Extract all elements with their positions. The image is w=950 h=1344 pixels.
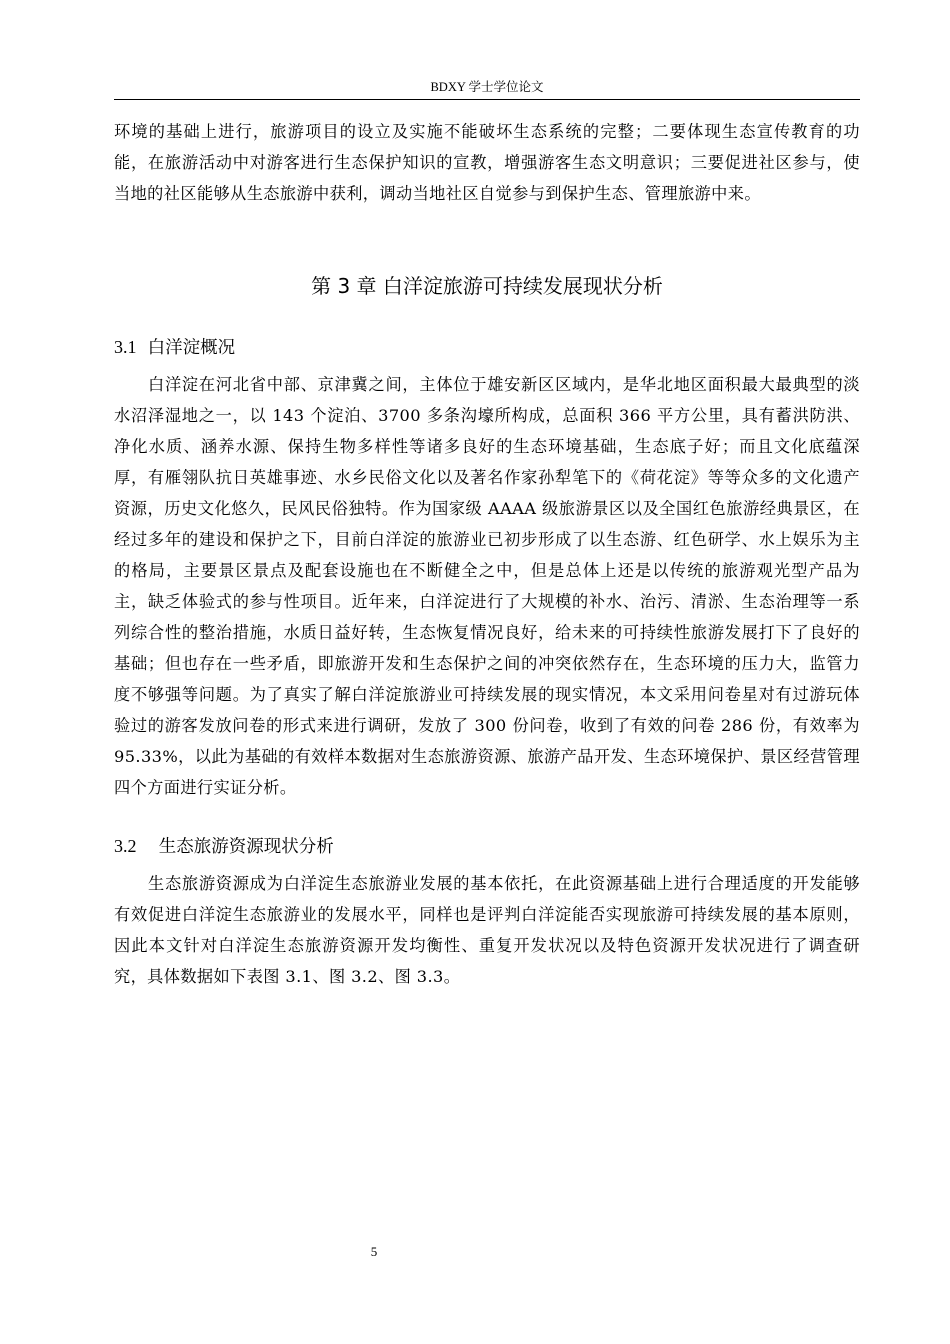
page-number: 5: [370, 1244, 378, 1259]
running-header: BDXY 学士学位论文: [430, 80, 544, 94]
spacer: [114, 361, 860, 369]
section-heading-3-2: [114, 833, 860, 860]
spacer: [114, 209, 860, 272]
spacer: [114, 300, 860, 334]
section-title-text: 白洋淀概况: [147, 338, 236, 358]
section-heading-3-1: [114, 334, 860, 361]
section-number: 3.2: [114, 836, 137, 856]
section-number: 3.1: [114, 337, 137, 357]
spacer: [114, 803, 860, 833]
spacer: [114, 860, 860, 868]
page-body: [114, 116, 860, 992]
section-3-2-paragraph: 生态旅游资源成为白洋淀生态旅游业发展的基本依托，在此资源基础上进行合理适度的开发能够有效促进白洋淀生态旅游业的发展水平，同样也是评判白洋淀能否实现旅游可持续发展的基本原则，因此本文针对白洋淀生态旅游资源开发均衡性、重复开发状况以及特色资源开发状况进行了调查研究，具体数据如下表图 3.1、图 3.2、图 3.3。: [114, 874, 860, 986]
section-title-text: 生态旅游资源现状分析: [158, 837, 334, 857]
header-rule: [114, 99, 860, 100]
chapter-title: 第 3 章 白洋淀旅游可持续发展现状分析: [311, 274, 663, 298]
intro-paragraph: 环境的基础上进行，旅游项目的设立及实施不能破坏生态系统的完整；二要体现生态宣传教育的功能，在旅游活动中对游客进行生态保护知识的宣教，增强游客生态文明意识；三要促进社区参与，使当地的社区能够从生态旅游中获利，调动当地社区自觉参与到保护生态、管理旅游中来。: [114, 122, 860, 203]
section-3-1-paragraph: 白洋淀在河北省中部、京津冀之间，主体位于雄安新区区域内，是华北地区面积最大最典型的淡水沼泽湿地之一，以 143 个淀泊、3700 多条沟壕所构成，总面积 366 平方公里，具有蓄洪防洪、净化水质、涵养水源、保持生物多样性等诸多良好的生态环境基础，生态底子好；而且文化底蕴深厚，有雁翎队抗日英雄事迹、水乡民俗文化以及著名作家孙犁笔下的《荷花淀》等等众多的文化遗产资源，历史文化悠久，民风民俗独特。作为国家级 AAAA 级旅游景区以及全国红色旅游经典景区，在经过多年的建设和保护之下，目前白洋淀的旅游业已初步形成了以生态游、红色研学、水上娱乐为主的格局，主要景区景点及配套设施也在不断健全之中，但是总体上还是以传统的旅游观光型产品为主，缺乏体验式的参与性项目。近年来，白洋淀进行了大规模的补水、治污、清淤、生态治理等一系列综合性的整治措施，水质日益好转，生态恢复情况良好，给未来的可持续性旅游发展打下了良好的基础；但也存在一些矛盾，即旅游开发和生态保护之间的冲突依然存在，生态环境的压力大，监管力度不够强等问题。为了真实了解白洋淀旅游业可持续发展的现实情况，本文采用问卷星对有过游玩体验过的游客发放问卷的形式来进行调研，发放了 300 份问卷，收到了有效的问卷 286 份，有效率为 95.33%，以此为基础的有效样本数据对生态旅游资源、旅游产品开发、生态环境保护、景区经营管理四个方面进行实证分析。: [114, 375, 860, 797]
